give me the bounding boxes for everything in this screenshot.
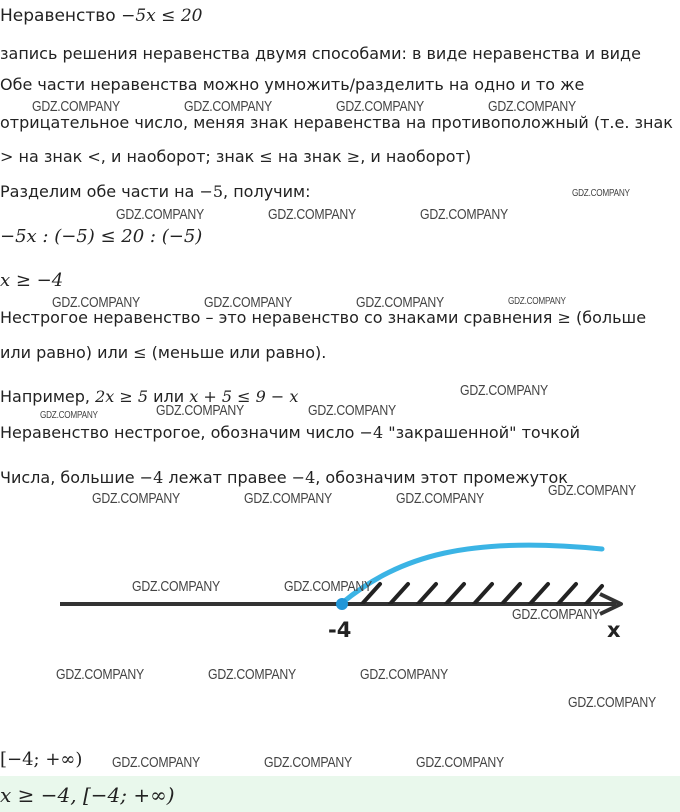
ge-sign: ≥ [346, 147, 361, 166]
watermark: GDZ.COMPANY [360, 666, 448, 683]
watermark: GDZ.COMPANY [244, 490, 332, 507]
hatch-pattern [362, 584, 602, 604]
greater-text-3: , обозначим этот промежуток [315, 468, 568, 487]
watermark: GDZ.COMPANY [508, 296, 566, 307]
nonstrict-text: Неравенство нестрогое, обозначим число [0, 423, 360, 442]
equation-result: x ≥ −4 [0, 270, 64, 291]
watermark: GDZ.COMPANY [112, 754, 200, 771]
nonstrict-text-2: "закрашенной" точкой [383, 423, 580, 442]
le-sign: ≤ [259, 147, 273, 166]
rule-line-1: Обе части неравенства можно умножить/разделить на одно и то же [0, 75, 585, 94]
le-symbol: ≤ [133, 343, 147, 362]
watermark: GDZ.COMPANY [572, 188, 630, 199]
greater-number-2: −4 [291, 468, 316, 487]
watermark: GDZ.COMPANY [56, 666, 144, 683]
lt-sign: < [87, 147, 101, 166]
watermark: GDZ.COMPANY [204, 294, 292, 311]
gt-sign: > [0, 147, 14, 166]
watermark: GDZ.COMPANY [132, 578, 220, 595]
example-math-2: x + 5 ≤ 9 − x [189, 387, 299, 406]
watermark: GDZ.COMPANY [284, 578, 372, 595]
greater-text: Числа, большие [0, 468, 140, 487]
rule-text-4: , и наоборот) [360, 147, 472, 166]
interval-result: [−4; +∞) [0, 749, 83, 770]
answer-text: x ≥ −4, [−4; +∞) [0, 783, 175, 807]
greater-text-2: лежат правее [163, 468, 292, 487]
watermark: GDZ.COMPANY [92, 490, 180, 507]
axis-label: x [607, 618, 621, 642]
nonstrict-number: −4 [359, 423, 384, 442]
watermark: GDZ.COMPANY [52, 294, 140, 311]
rule-text-2: , и наоборот; знак [100, 147, 260, 166]
definition-text-3: или равно) или [0, 343, 134, 362]
divide-text: Разделим обе части на [0, 182, 200, 201]
watermark: GDZ.COMPANY [308, 402, 396, 419]
filled-point [336, 598, 348, 610]
example-text: Например, [0, 387, 96, 406]
watermark: GDZ.COMPANY [264, 754, 352, 771]
watermark: GDZ.COMPANY [184, 98, 272, 115]
watermark: GDZ.COMPANY [40, 410, 98, 421]
watermark: GDZ.COMPANY [420, 206, 508, 223]
watermark: GDZ.COMPANY [512, 606, 600, 623]
watermark: GDZ.COMPANY [268, 206, 356, 223]
definition-text-2: (больше [570, 308, 647, 327]
point-label: -4 [328, 618, 352, 642]
definition-text: Нестрогое неравенство – это неравенство со знаками сравнения [0, 308, 558, 327]
watermark: GDZ.COMPANY [156, 402, 244, 419]
divide-number: −5 [199, 182, 224, 201]
rule-text-3: на знак [272, 147, 347, 166]
watermark: GDZ.COMPANY [336, 98, 424, 115]
watermark: GDZ.COMPANY [460, 382, 548, 399]
definition-text-4: (меньше или равно). [146, 343, 327, 362]
watermark: GDZ.COMPANY [396, 490, 484, 507]
title-inequality: −5x ≤ 20 [121, 6, 203, 26]
watermark: GDZ.COMPANY [416, 754, 504, 771]
methods-line: запись решения неравенства двумя способами: в виде неравенства и виде [0, 44, 641, 63]
example-or: или [148, 387, 190, 406]
watermark: GDZ.COMPANY [488, 98, 576, 115]
equation-divide: −5x : (−5) ≤ 20 : (−5) [0, 226, 203, 247]
example-math-1: 2x ≥ 5 [95, 387, 149, 406]
rule-line-2: отрицательное число, меняя знак неравенства на противоположный (т.е. знак [0, 113, 673, 132]
greater-number: −4 [139, 468, 164, 487]
watermark: GDZ.COMPANY [208, 666, 296, 683]
rule-text-1: на знак [13, 147, 88, 166]
answer-box [0, 776, 680, 812]
watermark: GDZ.COMPANY [568, 694, 656, 711]
watermark: GDZ.COMPANY [548, 482, 636, 499]
title-text: Неравенство [0, 6, 122, 26]
watermark: GDZ.COMPANY [356, 294, 444, 311]
ge-symbol: ≥ [557, 308, 571, 327]
watermark: GDZ.COMPANY [116, 206, 204, 223]
watermark: GDZ.COMPANY [32, 98, 120, 115]
interval-arc [342, 545, 602, 603]
divide-text-2: , получим: [223, 182, 311, 201]
